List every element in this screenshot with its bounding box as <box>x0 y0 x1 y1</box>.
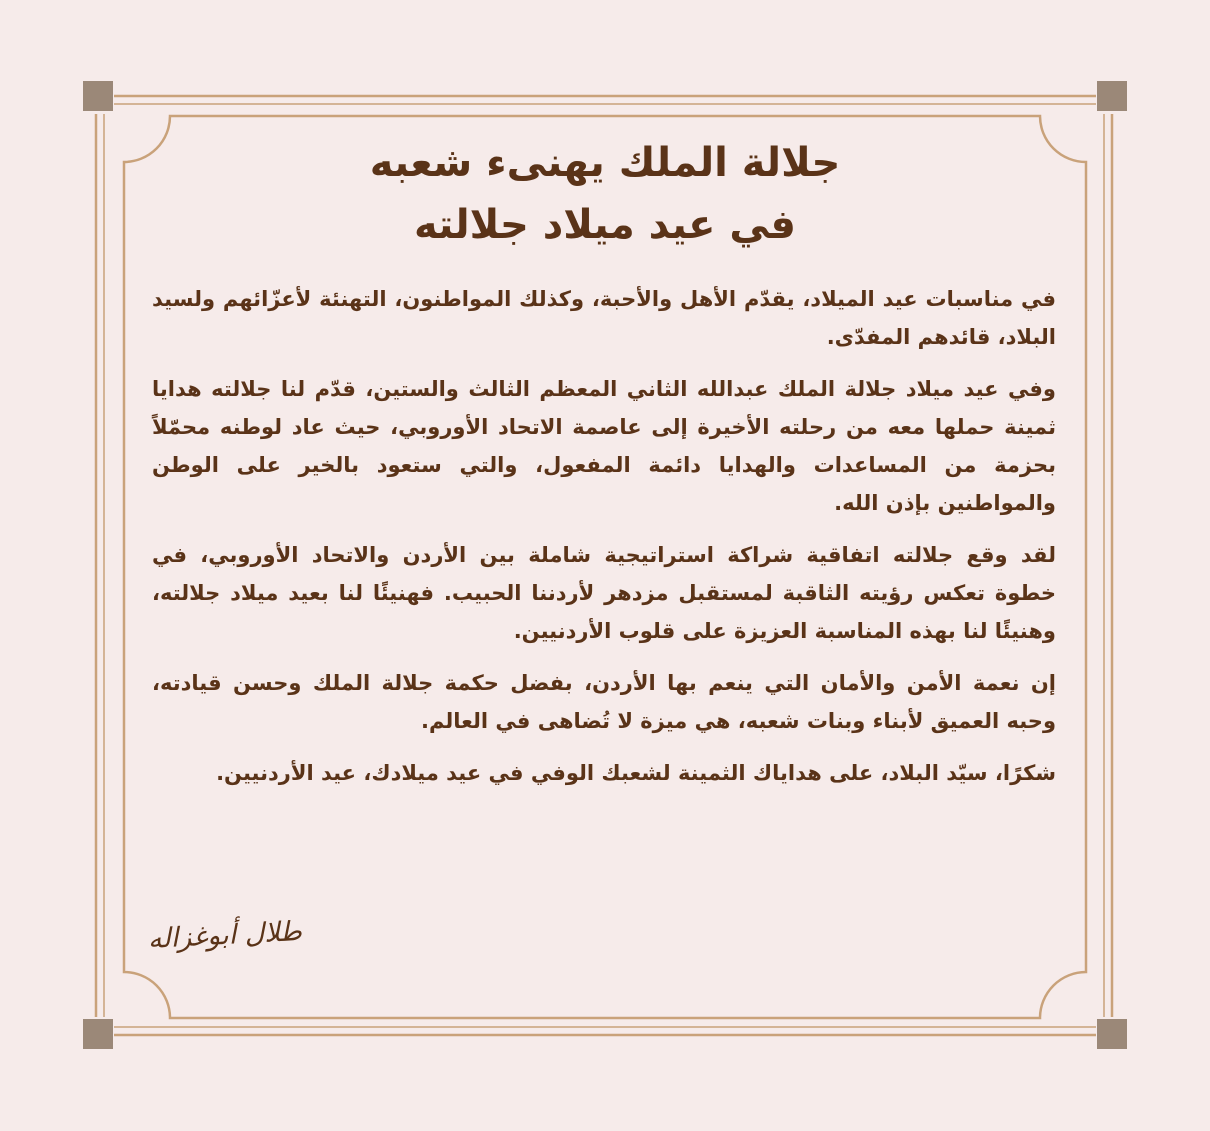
paragraph-3: لقد وقع جلالته اتفاقية شراكة استراتيجية شاملة بين الأردن والاتحاد الأوروبي، في خطوة تعكس رؤيته الثاقبة لمستقبل مزدهر لأردننا الحبيب. فهنيئًا لنا بعيد ميلاد جلالته، وهنيئًا لنا بهذه المناسبة العزيزة على قلوب الأردنيين. <box>152 543 1056 643</box>
paragraph-5: شكرًا، سيّد البلاد، على هداياك الثمينة لشعبك الوفي في عيد ميلادك، عيد الأردنيين. <box>216 761 1056 785</box>
page-title <box>200 132 1010 256</box>
paragraph-4: إن نعمة الأمن والأمان التي ينعم بها الأردن، بفضل حكمة جلالة الملك وحسن قيادته، وحبه العميق لأبناء وبنات شعبه، هي ميزة لا تُضاهى في العالم. <box>152 671 1056 733</box>
title-line-1: جلالة الملك يهنىء شعبه <box>369 140 841 186</box>
signature: طلال أبوغزاله <box>147 915 303 955</box>
letter-body <box>152 280 1056 806</box>
title-line-2: في عيد ميلاد جلالته <box>414 202 796 248</box>
corner-square-top-right <box>1097 81 1127 111</box>
corner-square-top-left <box>83 81 113 111</box>
paragraph-1: في مناسبات عيد الميلاد، يقدّم الأهل والأحبة، وكذلك المواطنون، التهنئة لأعزّائهم ولسيد البلاد، قائدهم المفدّى. <box>152 287 1056 349</box>
paragraph-2: وفي عيد ميلاد جلالة الملك عبدالله الثاني المعظم الثالث والستين، قدّم لنا جلالته هدايا ثمينة حملها معه من رحلته الأخيرة إلى عاصمة الاتحاد الأوروبي، حيث عاد لوطنه محمّلاً بحزمة من المساعدات والهدايا دائمة المفعول، والتي ستعود بالخير على الوطن والمواطنين بإذن الله. <box>152 377 1056 515</box>
corner-square-bottom-left <box>83 1019 113 1049</box>
corner-square-bottom-right <box>1097 1019 1127 1049</box>
